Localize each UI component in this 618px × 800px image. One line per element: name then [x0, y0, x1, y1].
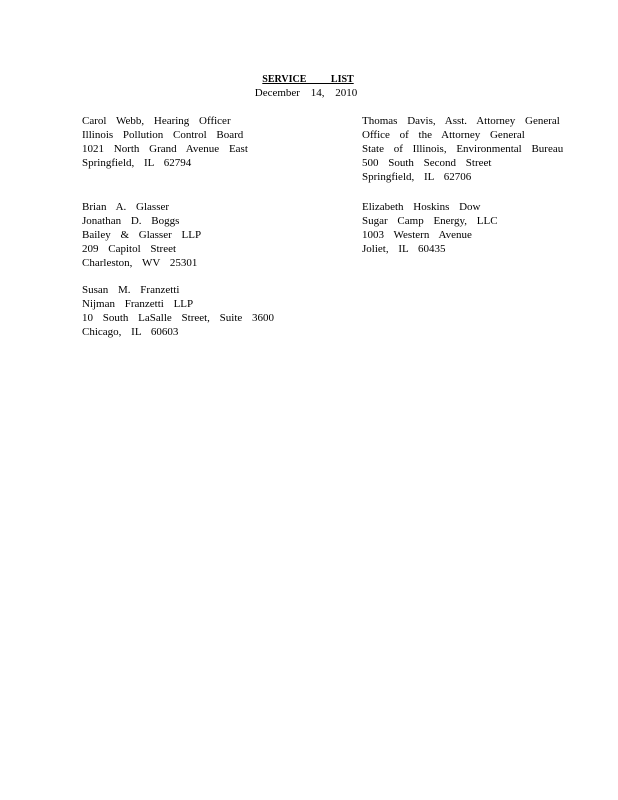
recipient-line: Sugar Camp Energy, LLC	[362, 215, 498, 227]
recipient-line: Joliet, IL 60435	[362, 243, 446, 255]
recipient-block-elizabeth-dow	[362, 200, 498, 256]
recipient-line: 10 South LaSalle Street, Suite 3600	[82, 312, 275, 324]
recipient-block-thomas-davis	[362, 114, 563, 184]
recipient-line: Nijman Franzetti LLP	[82, 298, 194, 310]
recipient-line: Thomas Davis, Asst. Attorney General	[362, 115, 560, 127]
recipient-line: Springfield, IL 62706	[362, 171, 472, 183]
recipient-line: State of Illinois, Environmental Bureau	[362, 143, 564, 155]
document-date: December 14, 2010	[254, 87, 358, 99]
recipient-line: Susan M. Franzetti	[82, 284, 180, 296]
document-title: SERVICE LIST	[262, 74, 354, 85]
recipient-line: 1021 North Grand Avenue East	[82, 143, 248, 155]
recipient-block-susan-franzetti	[82, 283, 274, 339]
recipient-line: Chicago, IL 60603	[82, 326, 179, 338]
recipient-line: Jonathan D. Boggs	[82, 215, 180, 227]
recipient-line: Brian A. Glasser	[82, 201, 170, 213]
recipient-block-carol-webb	[82, 114, 248, 170]
recipient-line: 1003 Western Avenue	[362, 229, 472, 241]
service-list-heading	[0, 73, 612, 100]
recipient-line: Illinois Pollution Control Board	[82, 129, 244, 141]
recipient-line: Elizabeth Hoskins Dow	[362, 201, 481, 213]
recipient-line: Office of the Attorney General	[362, 129, 525, 141]
recipient-line: Charleston, WV 25301	[82, 257, 198, 269]
recipient-line: 500 South Second Street	[362, 157, 492, 169]
recipient-line: Bailey & Glasser LLP	[82, 229, 202, 241]
recipient-line: Carol Webb, Hearing Officer	[82, 115, 231, 127]
recipient-line: Springfield, IL 62794	[82, 157, 192, 169]
recipient-line: 209 Capitol Street	[82, 243, 177, 255]
recipient-block-bailey-glasser	[82, 200, 201, 270]
